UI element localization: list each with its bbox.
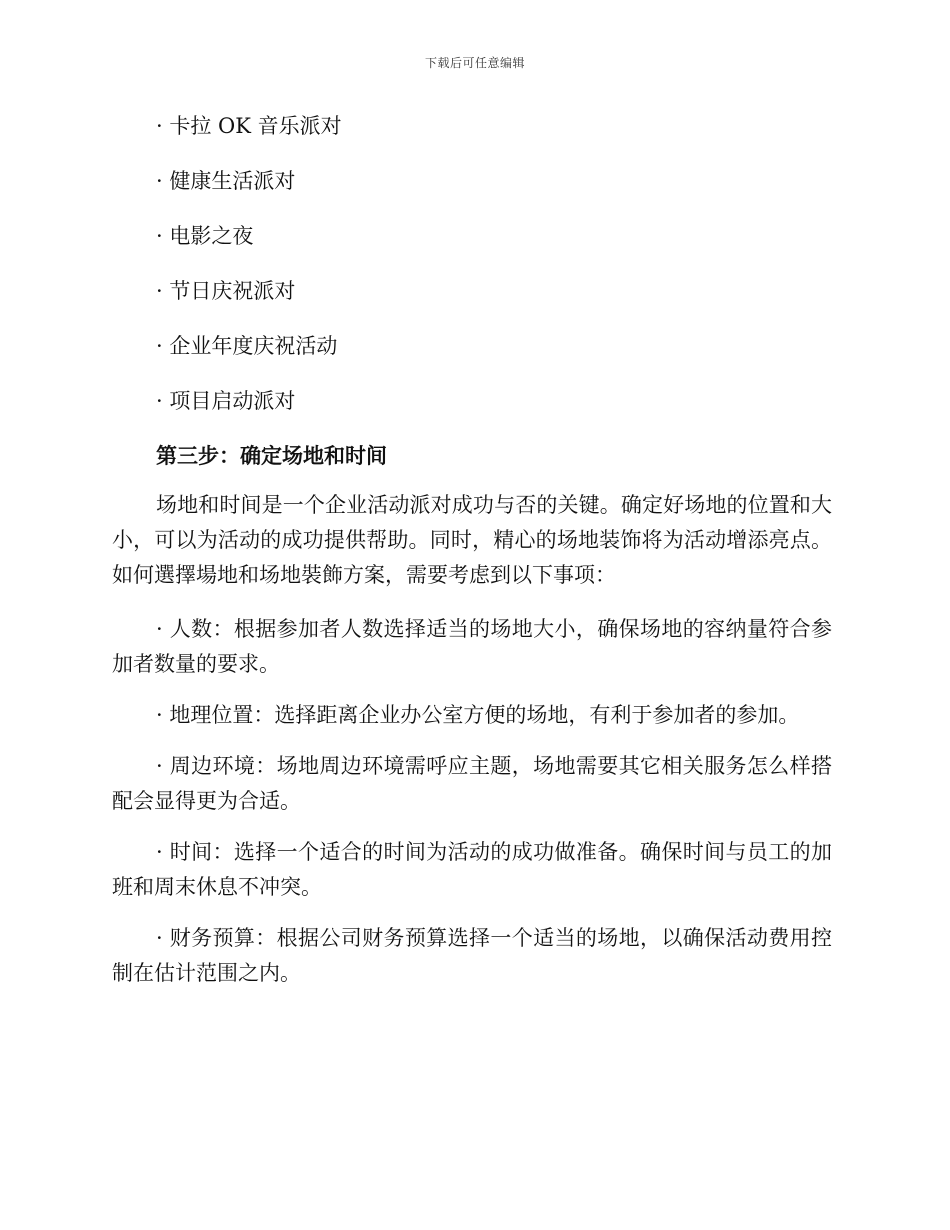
list-item-annual-celebration: · 企业年度庆祝活动 [156, 334, 338, 358]
list-item-karaoke-party: · 卡拉 OK 音乐派对 [156, 114, 342, 138]
consideration-location: · 地理位置：选择距离企业办公室方便的场地，有利于参加者的参加。 [156, 703, 800, 727]
section-intro-paragraph: 场地和时间是一个企业活动派对成功与否的关键。确定好场地的位置和大小，可以为活动的成功提供帮助。同时，精心的场地装饰将为活动增添亮点。如何選擇場地和场地裝飾方案，需要考虑到以下事项： [112, 493, 832, 587]
list-item-healthy-living-party: · 健康生活派对 [156, 169, 296, 193]
list-item-movie-night: · 电影之夜 [156, 224, 254, 248]
consideration-budget: · 财务预算：根据公司财务预算选择一个适当的场地，以确保活动费用控制在估计范围之内。 [112, 926, 832, 985]
document-body [112, 108, 832, 1007]
consideration-headcount: · 人数：根据参加者人数选择适当的场地大小，确保场地的容纳量符合参加者数量的要求。 [112, 617, 832, 676]
consideration-time: · 时间：选择一个适合的时间为活动的成功做准备。确保时间与员工的加班和周末休息不冲突。 [112, 840, 832, 899]
section-heading: 第三步：确定场地和时间 [156, 443, 387, 468]
page-header: 下载后可任意编辑 [424, 56, 525, 70]
list-item-project-kickoff: · 项目启动派对 [156, 389, 296, 413]
list-item-holiday-party: · 节日庆祝派对 [156, 279, 296, 303]
consideration-environment: · 周边环境：场地周边环境需呼应主题，场地需要其它相关服务怎么样搭配会显得更为合适。 [112, 754, 832, 813]
